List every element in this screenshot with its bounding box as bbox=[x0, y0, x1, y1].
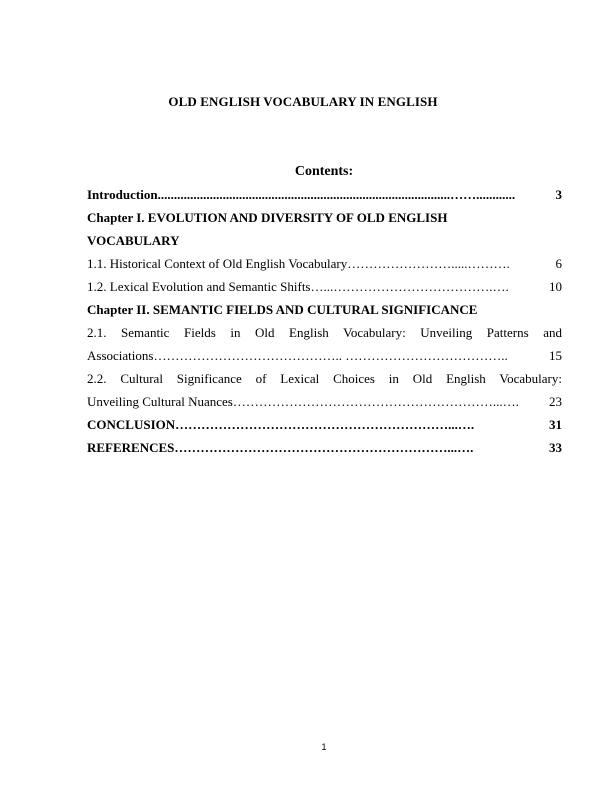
toc-entry-label: Introduction bbox=[87, 187, 158, 202]
toc-page-number: 15 bbox=[549, 348, 562, 363]
toc-entry-label: REFERENCES bbox=[87, 440, 175, 455]
toc-entry-label: Associations bbox=[87, 348, 154, 363]
toc-page-number: 3 bbox=[555, 187, 562, 202]
contents-heading: Contents: bbox=[294, 164, 354, 179]
toc-entry-conclusion[interactable] bbox=[87, 413, 562, 436]
toc-entry-chapter-2[interactable] bbox=[87, 298, 562, 321]
toc-chapter-1-line-2: VOCABULARY bbox=[87, 233, 180, 248]
toc-entry-references[interactable] bbox=[87, 436, 562, 459]
toc-entry-1-2[interactable] bbox=[87, 275, 562, 298]
toc-page-number: 10 bbox=[549, 279, 562, 294]
page-title: OLD ENGLISH VOCABULARY IN ENGLISH bbox=[168, 94, 438, 109]
toc-entry-2-1[interactable] bbox=[87, 321, 562, 367]
toc-entry-label: Unveiling Cultural Nuances bbox=[87, 394, 233, 409]
toc-entry-introduction[interactable] bbox=[87, 183, 562, 206]
toc-page-number: 23 bbox=[549, 394, 562, 409]
page-number: 1 bbox=[321, 742, 327, 752]
toc-entry-label: Chapter II. SEMANTIC FIELDS AND CULTURAL SIGNIFICANCE bbox=[87, 302, 478, 317]
toc-leader-dots: …………………….....………. bbox=[347, 256, 510, 271]
toc-page-number: 6 bbox=[555, 256, 562, 271]
toc-leader-dots: ……………………………….…. bbox=[333, 279, 509, 294]
toc-entry-2-2-line-2 bbox=[87, 390, 562, 413]
toc-entry-2-1-line-2 bbox=[87, 344, 562, 367]
toc-leader-dots: ..........................................................................................……............ bbox=[157, 187, 516, 202]
toc-leader-dots: ………………………………………………………...…. bbox=[174, 440, 474, 455]
toc-leader-dots: ……………………………………………………...…. bbox=[232, 394, 519, 409]
toc-entry-label: CONCLUSION bbox=[87, 417, 176, 432]
toc-leader-dots: ………………………………………………………...…. bbox=[175, 417, 475, 432]
toc-entry-1-1[interactable] bbox=[87, 252, 562, 275]
toc-entry-label: 1.1. Historical Context of Old English Vocabulary bbox=[87, 256, 348, 271]
toc-entry-2-1-line-1: 2.1. Semantic Fields in Old English Vocabulary: Unveiling Patterns and bbox=[87, 325, 562, 340]
toc-chapter-1-line-1: Chapter I. EVOLUTION AND DIVERSITY OF OLD ENGLISH bbox=[87, 210, 448, 225]
toc-entry-chapter-1[interactable] bbox=[87, 206, 562, 252]
toc-entry-2-2[interactable] bbox=[87, 367, 562, 413]
toc-entry-label: 1.2. Lexical Evolution and Semantic Shifts…... bbox=[87, 279, 334, 294]
table-of-contents bbox=[87, 183, 562, 459]
toc-page-number: 33 bbox=[549, 440, 562, 455]
toc-leader-dots: …………………………………….. ……………………………….. bbox=[153, 348, 508, 363]
toc-page-number: 31 bbox=[549, 417, 562, 432]
toc-entry-2-2-line-1: 2.2. Cultural Significance of Lexical Choices in Old English Vocabulary: bbox=[87, 371, 562, 386]
